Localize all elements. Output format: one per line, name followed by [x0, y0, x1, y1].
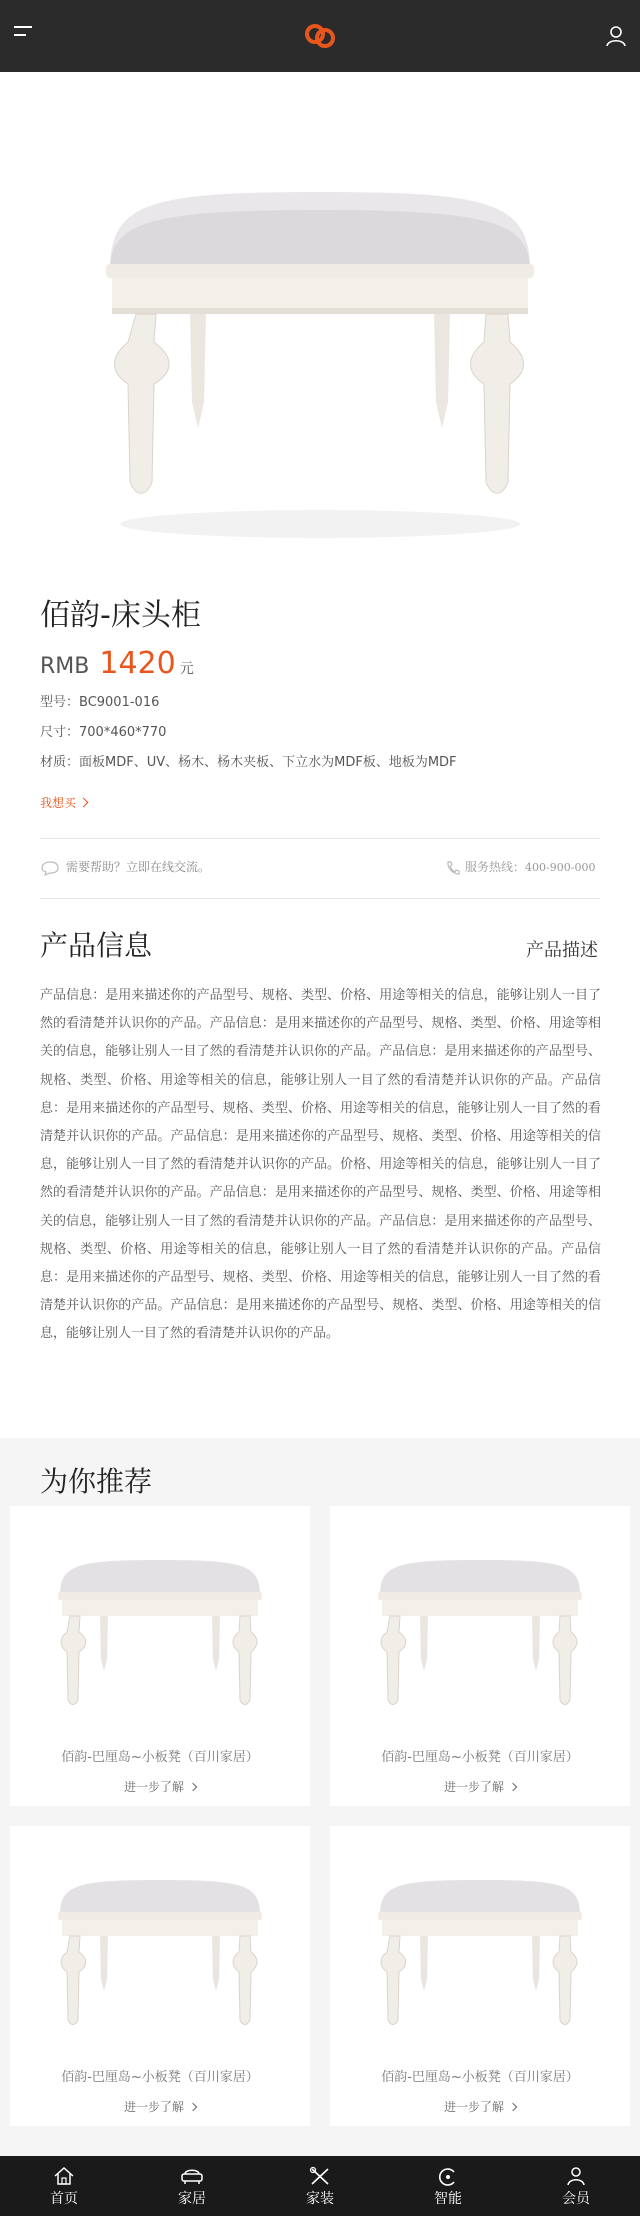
nav-home-label: 首页 [50, 2191, 78, 2207]
smart-icon [437, 2166, 459, 2186]
buy-link[interactable] [40, 794, 87, 811]
menu-icon[interactable] [14, 26, 36, 46]
sofa-icon [180, 2166, 204, 2186]
nav-smart[interactable] [384, 2156, 512, 2216]
stool-image [90, 152, 550, 582]
spec-model: 型号：BC9001-016 [40, 695, 160, 710]
phone-icon [445, 860, 461, 876]
nav-member[interactable] [512, 2156, 640, 2216]
recommend-card-name: 佰韵-巴厘岛~小板凳（百川家居） [61, 2070, 259, 2085]
stool-thumbnail [370, 1542, 590, 1732]
learn-more-label: 进一步了解 [123, 2100, 184, 2114]
recommend-card-name: 佰韵-巴厘岛~小板凳（百川家居） [381, 2070, 579, 2085]
learn-more-link[interactable] [10, 1778, 310, 1795]
tab-product-description[interactable]: 产品描述 [526, 940, 598, 961]
recommend-card-name: 佰韵-巴厘岛~小板凳（百川家居） [61, 1750, 259, 1765]
divider [40, 898, 600, 899]
learn-more-link[interactable] [330, 2098, 630, 2115]
brand-logo-icon[interactable] [302, 20, 338, 52]
chevron-right-icon [509, 2103, 517, 2111]
learn-more-link[interactable] [10, 2098, 310, 2115]
nav-smart-label: 智能 [434, 2191, 462, 2207]
chevron-right-icon [79, 798, 89, 808]
chevron-right-icon [189, 1783, 197, 1791]
hotline-number: 400-900-000 [525, 861, 596, 874]
nav-member-label: 会员 [562, 2191, 590, 2207]
buy-link-label: 我想买 [40, 796, 77, 810]
learn-more-link[interactable] [330, 1778, 630, 1795]
help-link[interactable] [40, 858, 210, 876]
product-description: 产品信息：是用来描述你的产品型号、规格、类型、价格、用途等相关的信息，能够让别人一目了然的看清楚并认识你的产品。产品信息：是用来描述你的产品型号、规格、类型、价格、用途等相关的信息，能够让别人一目了然的看清楚并认识你的产品。产品信息：是用来描述你的产品型号、规格、类型、价格、用途等相关的信息，能够让别人一目了然的看清楚并认识你的产品。产品信息：是用来描述你的产品型号、规格、类型、价格、用途等相关的信息，能够让别人一目了然的看清楚并认识你的产品。产品信息：是用来描述你的产品型号、规格、类型、价格、用途等相关的信息，能够让别人一目了然的看清楚并认识你的产品。价格、用途等相关的信息，能够让别人一目了然的看清楚并认识你的产品。产品信息：是用来描述你的产品型号、规格、类型、价格、用途等相关的信息，能够让别人一目了然的看清楚并认识你的产品。产品信息：是用来描述你的产品型号、规格、类型、价格、用途等相关的信息，能够让别人一目了然的看清楚并认识你的产品。产品信息：是用来描述你的产品型号、规格、类型、价格、用途等相关的信息，能够让别人一目了然的看清楚并认识你的产品。产品信息：是用来描述你的产品型号、规格、类型、价格、用途等相关的信息，能够让别人一目了然的看清楚并认识你的产品。 [40, 988, 601, 1342]
spec-size: 尺寸：700*460*770 [40, 725, 167, 740]
recommend-card[interactable] [330, 1506, 630, 1806]
hotline-label: 服务热线： [465, 860, 526, 874]
top-bar [0, 0, 640, 72]
product-info-title: 产品信息 [40, 929, 153, 962]
recommend-title: 为你推荐 [40, 1465, 153, 1498]
chevron-right-icon [189, 2103, 197, 2111]
nav-furniture-label: 家居 [178, 2191, 206, 2207]
recommend-card[interactable] [330, 1826, 630, 2126]
recommend-card[interactable] [10, 1506, 310, 1806]
stool-thumbnail [50, 1862, 270, 2052]
chevron-right-icon [509, 1783, 517, 1791]
price-unit: 元 [179, 661, 194, 677]
price-row [40, 646, 194, 680]
price-value: 1420 [99, 646, 176, 681]
stool-thumbnail [50, 1542, 270, 1732]
nav-decoration[interactable] [256, 2156, 384, 2216]
learn-more-label: 进一步了解 [123, 1780, 184, 1794]
price-currency: RMB [40, 654, 90, 679]
hotline[interactable] [445, 858, 595, 876]
nav-furniture[interactable] [128, 2156, 256, 2216]
learn-more-label: 进一步了解 [443, 2100, 504, 2114]
bottom-nav [0, 2156, 640, 2216]
tools-icon [309, 2166, 331, 2186]
home-icon [53, 2166, 75, 2186]
stool-thumbnail [370, 1862, 590, 2052]
recommend-card[interactable] [10, 1826, 310, 2126]
divider [40, 838, 600, 839]
user-icon [565, 2166, 587, 2186]
spec-material: 材质：面板MDF、UV、杨木、杨木夹板、下立水为MDF板、地板为MDF [40, 755, 457, 770]
recommend-card-name: 佰韵-巴厘岛~小板凳（百川家居） [381, 1750, 579, 1765]
product-hero-image [0, 72, 640, 554]
nav-decoration-label: 家装 [306, 2191, 334, 2207]
product-title: 佰韵-床头柜 [40, 598, 201, 633]
user-icon[interactable] [604, 24, 628, 48]
chat-icon [40, 860, 60, 876]
learn-more-label: 进一步了解 [443, 1780, 504, 1794]
help-text: 需要帮助？立即在线交流。 [66, 860, 211, 874]
nav-home[interactable] [0, 2156, 128, 2216]
